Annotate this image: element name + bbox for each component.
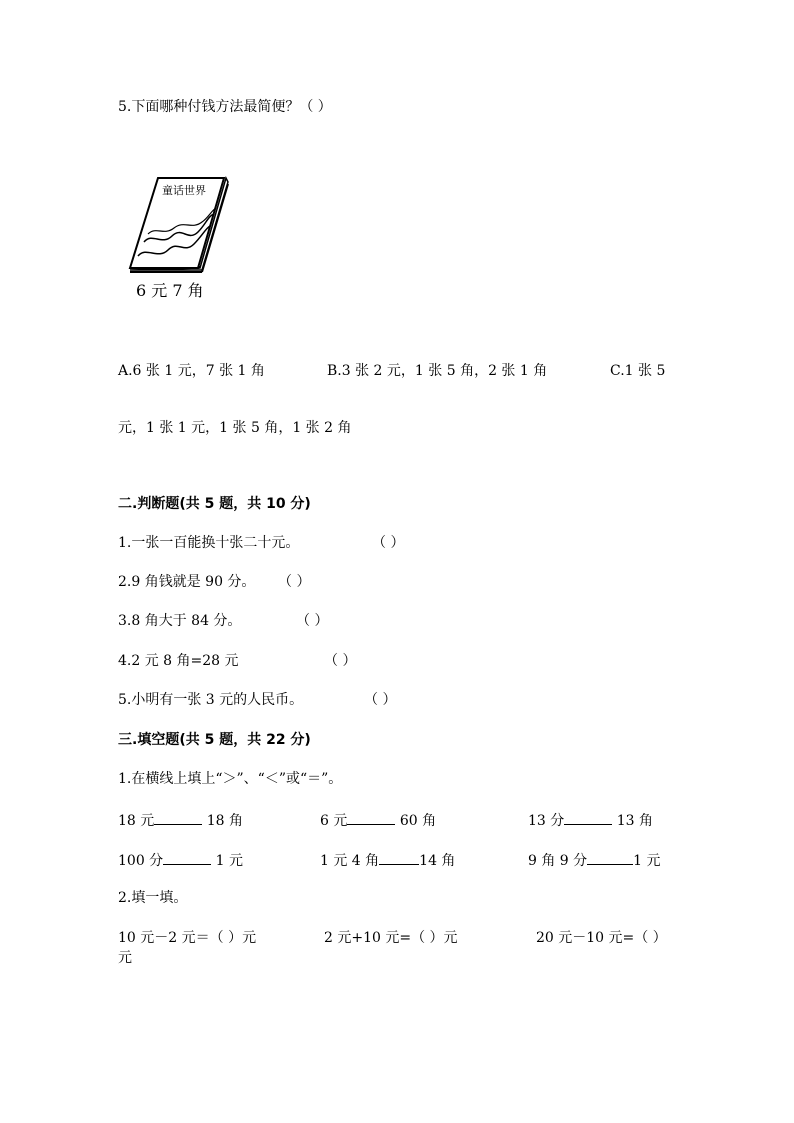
judge-item-5: 5.小明有一张 3 元的人民币。 (118, 692, 304, 708)
compare-left: 100 分 (118, 853, 164, 869)
option-a: A.6 张 1 元，7 张 1 角 (118, 363, 265, 379)
fill-item-2: 2 元+10 元=（ ）元 (324, 930, 458, 946)
section-2-heading: 二.判断题(共 5 题，共 10 分) (118, 496, 311, 512)
question-5-stem: 5.下面哪种付钱方法最简便？（ ） (118, 99, 332, 115)
compare-blank[interactable] (154, 810, 202, 825)
compare-left: 1 元 4 角 (320, 853, 380, 869)
book-price: 6 元 7 角 (136, 281, 204, 300)
compare-right: 18 角 (206, 813, 243, 829)
judge-item-2: 2.9 角钱就是 90 分。 (118, 574, 256, 590)
compare-right: 1 元 (633, 853, 661, 869)
compare-left: 13 分 (528, 813, 565, 829)
compare-left: 18 元 (118, 813, 155, 829)
compare-item (118, 850, 243, 870)
compare-item (528, 850, 661, 870)
option-b: B.3 张 2 元，1 张 5 角，2 张 1 角 (327, 363, 548, 379)
compare-blank[interactable] (163, 850, 211, 865)
book-illustration (122, 170, 230, 300)
fill-item-3: 20 元－10 元=（ ） (536, 930, 667, 946)
compare-blank[interactable] (564, 810, 612, 825)
compare-left: 6 元 (320, 813, 348, 829)
fill-question-1-stem: 1.在横线上填上“＞”、“＜”或“＝”。 (118, 771, 343, 787)
compare-blank[interactable] (347, 810, 395, 825)
compare-blank[interactable] (379, 850, 419, 865)
compare-item (118, 810, 243, 830)
compare-right: 1 元 (215, 853, 243, 869)
compare-left: 9 角 9 分 (528, 853, 588, 869)
compare-right: 60 角 (399, 813, 437, 829)
compare-item (320, 850, 455, 870)
compare-item (320, 810, 436, 830)
option-c-line2: 元，1 张 1 元，1 张 5 角，1 张 2 角 (118, 420, 352, 436)
fill-item-3-wrap: 元 (118, 950, 132, 966)
judge-answer-4[interactable]: （ ） (324, 653, 357, 669)
section-3-heading: 三.填空题(共 5 题，共 22 分) (118, 732, 311, 748)
compare-right: 14 角 (419, 853, 456, 869)
option-c-line1: C.1 张 5 (610, 363, 666, 379)
compare-item (528, 810, 653, 830)
judge-answer-2[interactable]: （ ） (278, 574, 311, 590)
judge-answer-5[interactable]: （ ） (364, 692, 397, 708)
compare-blank[interactable] (587, 850, 633, 865)
judge-item-4: 4.2 元 8 角=28 元 (118, 653, 239, 669)
judge-item-3: 3.8 角大于 84 分。 (118, 613, 242, 629)
judge-item-1: 1.一张一百能换十张二十元。 (118, 535, 300, 551)
book-title: 童话世界 (162, 184, 206, 197)
judge-answer-1[interactable]: （ ） (372, 535, 405, 551)
fill-question-2-stem: 2.填一填。 (118, 890, 188, 906)
compare-right: 13 角 (616, 813, 653, 829)
storybook-icon (122, 170, 230, 280)
judge-answer-3[interactable]: （ ） (296, 613, 329, 629)
fill-item-1: 10 元－2 元＝（ ）元 (118, 930, 257, 946)
